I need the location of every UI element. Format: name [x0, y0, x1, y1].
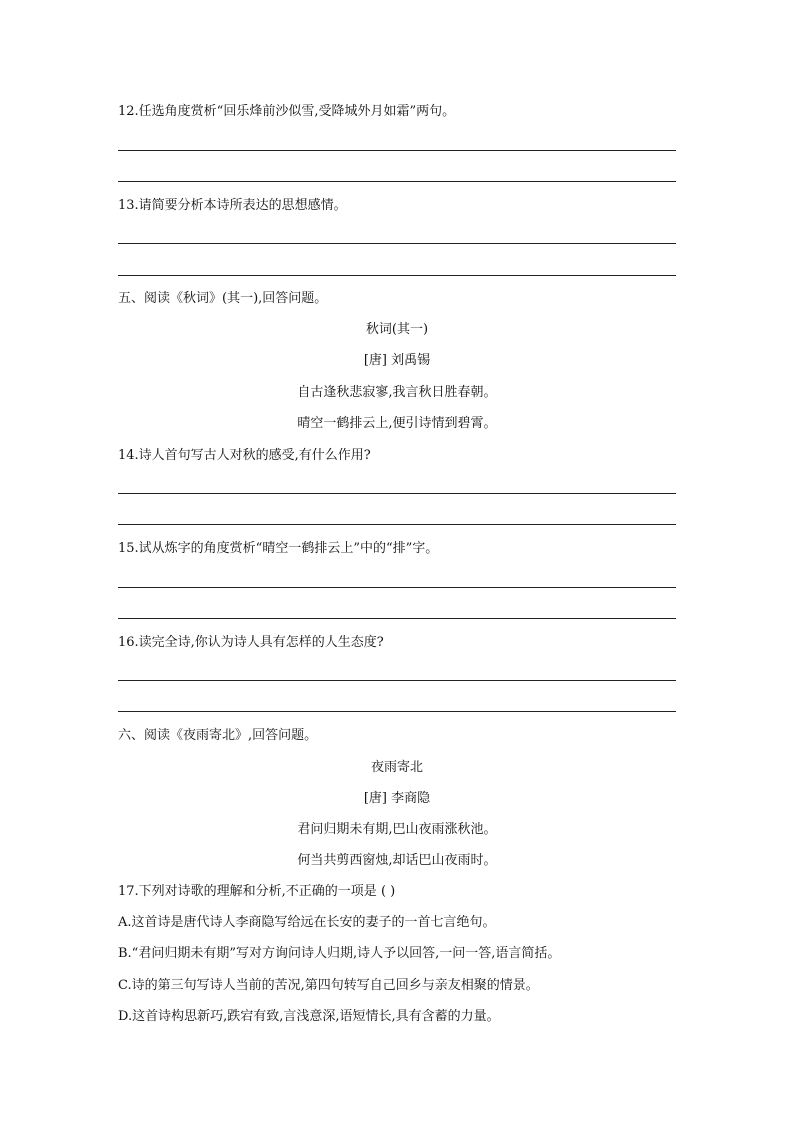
poem-line: 何当共剪西窗烛,却话巴山夜雨时。: [297, 853, 497, 868]
option-a: A.这首诗是唐代诗人李商隐写给远在长安的妻子的一首七言绝句。: [118, 915, 496, 930]
poem-line: 自古逢秋悲寂寥,我言秋日胜春朝。: [297, 385, 497, 400]
poem-author: [唐] 李商隐: [363, 791, 431, 806]
answer-line: [118, 680, 676, 681]
answer-line: [118, 150, 676, 151]
option-d: D.这首诗构思新巧,跌宕有致,言浅意深,语短情长,具有含蓄的力量。: [118, 1009, 500, 1024]
answer-line: [118, 275, 676, 276]
section-5-heading: 五、阅读《秋词》(其一),回答问题。: [118, 291, 328, 306]
answer-line: [118, 524, 676, 525]
answer-line: [118, 587, 676, 588]
question-12: 12.任选角度赏析“回乐烽前沙似雪,受降城外月如霜”两句。: [118, 104, 456, 119]
option-b: B.“君问归期未有期”写对方询问诗人归期,诗人予以回答,一问一答,语言简括。: [118, 946, 561, 961]
answer-line: [118, 243, 676, 244]
question-17: 17.下列对诗歌的理解和分析,不正确的一项是 ( ): [118, 884, 396, 899]
question-16: 16.读完全诗,你认为诗人具有怎样的人生态度?: [118, 635, 384, 650]
poem-line: 晴空一鹤排云上,便引诗情到碧霄。: [297, 416, 497, 431]
option-c: C.诗的第三句写诗人当前的苦况,第四句转写自己回乡与亲友相聚的情景。: [118, 978, 539, 993]
answer-line: [118, 493, 676, 494]
poem-author: [唐] 刘禹锡: [363, 353, 431, 368]
question-15: 15.试从炼字的角度赏析“晴空一鹤排云上”中的“排”字。: [118, 541, 439, 556]
answer-line: [118, 181, 676, 182]
section-6-heading: 六、阅读《夜雨寄北》,回答问题。: [118, 728, 318, 743]
question-13: 13.请简要分析本诗所表达的思想感情。: [118, 198, 347, 213]
answer-line: [118, 618, 676, 619]
poem-line: 君问归期未有期,巴山夜雨涨秋池。: [297, 822, 497, 837]
poem-title: 夜雨寄北: [370, 760, 423, 775]
question-14: 14.诗人首句写古人对秋的感受,有什么作用?: [118, 448, 371, 463]
poem-title: 秋词(其一): [365, 322, 429, 337]
answer-line: [118, 711, 676, 712]
